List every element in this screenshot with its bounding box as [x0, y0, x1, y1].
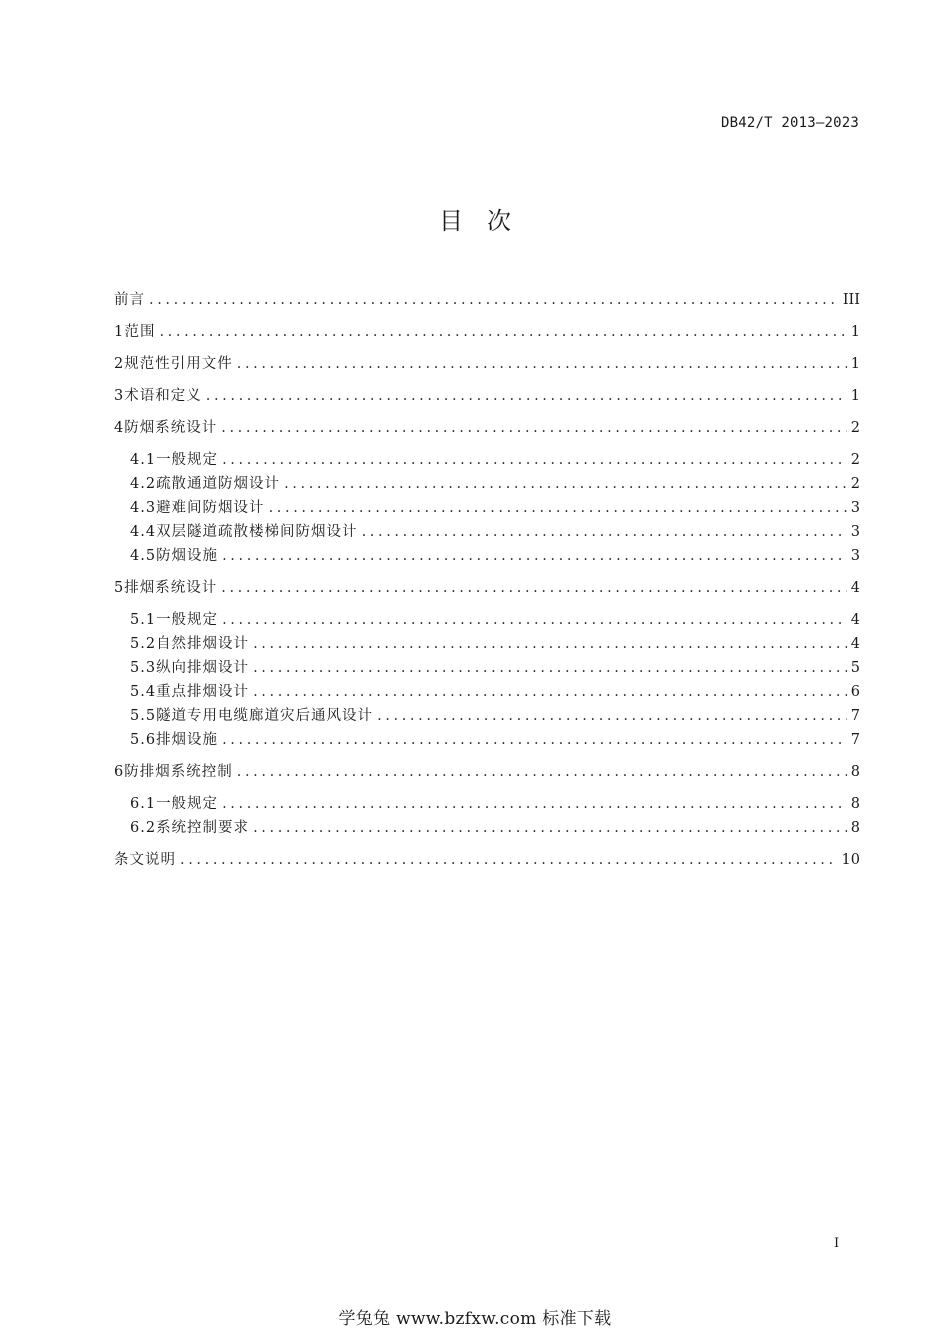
toc-dot-leader: [253, 816, 847, 840]
toc-entry-label: 排烟设施: [156, 732, 219, 748]
toc-entry-label: 一般规定: [156, 796, 219, 812]
toc-dot-leader: [237, 760, 847, 784]
toc-entry-number: 3: [114, 388, 125, 404]
toc-entry-page: 4: [850, 612, 860, 628]
toc-entry-page: 6: [850, 684, 860, 700]
toc-entry-number: 5: [114, 580, 125, 596]
toc-entry[interactable]: [114, 384, 860, 408]
toc-dot-leader: [377, 704, 847, 728]
toc-entry-page: 1: [850, 388, 860, 404]
toc-entry-page: 4: [850, 636, 860, 652]
toc-entry-page: 5: [850, 660, 860, 676]
toc-entry-page: III: [842, 292, 860, 308]
toc-dot-leader: [221, 576, 847, 600]
toc-entry-page: 8: [850, 764, 860, 780]
toc-entry[interactable]: [114, 576, 860, 600]
toc-entry-number: 4.3: [130, 500, 157, 516]
toc-entry-page: 7: [850, 708, 860, 724]
toc-entry-label: 前言: [114, 292, 145, 308]
toc-entry-number: 4.2: [130, 476, 157, 492]
toc-entry-number: 4.4: [130, 524, 157, 540]
footer-watermark[interactable]: 学兔兔 www.bzfxw.com 标准下载: [338, 1309, 612, 1329]
toc-dot-leader: [237, 352, 847, 376]
toc-entry[interactable]: [114, 472, 860, 496]
toc-entry[interactable]: [114, 608, 860, 632]
toc-entry-label: 条文说明: [114, 852, 176, 868]
toc-entry[interactable]: [114, 496, 860, 520]
toc-entry-label: 防烟设施: [156, 548, 219, 564]
toc-entry[interactable]: [114, 320, 860, 344]
toc-entry-page: 2: [850, 476, 860, 492]
toc-entry-number: 2: [114, 356, 125, 372]
toc-dot-leader: [269, 496, 847, 520]
toc-entry-label: 疏散通道防烟设计: [156, 476, 281, 492]
toc-entry-label: 规范性引用文件: [124, 356, 233, 372]
toc-entry[interactable]: [114, 760, 860, 784]
toc-entry-page: 3: [850, 548, 860, 564]
toc-dot-leader: [253, 680, 847, 704]
toc-entry-label: 双层隧道疏散楼梯间防烟设计: [156, 524, 358, 540]
toc-entry[interactable]: [114, 848, 860, 872]
toc-entry-label: 重点排烟设计: [156, 684, 250, 700]
toc-entry-page: 7: [850, 732, 860, 748]
toc-dot-leader: [253, 632, 847, 656]
toc-entry-label: 范围: [124, 324, 156, 340]
toc-entry[interactable]: [114, 544, 860, 568]
toc-entry-page: 1: [850, 324, 860, 340]
toc-entry-label: 防烟系统设计: [124, 420, 218, 436]
toc-dot-leader: [222, 544, 847, 568]
toc-dot-leader: [253, 656, 847, 680]
toc-entry-page: 1: [850, 356, 860, 372]
toc-entry-label: 避难间防烟设计: [156, 500, 265, 516]
toc-entry-number: 5.5: [130, 708, 157, 724]
toc-entry-number: 5.6: [130, 732, 157, 748]
toc-entry[interactable]: [114, 704, 860, 728]
toc-entry-page: 3: [850, 524, 860, 540]
toc-entry-number: 6.1: [130, 796, 157, 812]
toc-entry-label: 排烟系统设计: [124, 580, 218, 596]
toc-entry-number: 4: [114, 420, 125, 436]
toc-entry-number: 5.4: [130, 684, 157, 700]
toc-entry-page: 8: [850, 796, 860, 812]
toc-dot-leader: [362, 520, 847, 544]
page-number: I: [834, 1236, 840, 1251]
toc-entry-number: 5.1: [130, 612, 157, 628]
toc-entry[interactable]: [114, 792, 860, 816]
toc-entry-page: 2: [850, 452, 860, 468]
toc-entry-number: 4.1: [130, 452, 157, 468]
toc-dot-leader: [222, 608, 847, 632]
page-title: 目 次: [439, 207, 511, 235]
toc-dot-leader: [222, 448, 847, 472]
toc-entry-label: 一般规定: [156, 452, 219, 468]
toc-dot-leader: [159, 320, 846, 344]
toc-dot-leader: [221, 416, 847, 440]
toc-entry-number: 6.2: [130, 820, 157, 836]
toc-dot-leader: [222, 728, 847, 752]
toc-entry-number: 4.5: [130, 548, 157, 564]
toc-entry-number: 5.3: [130, 660, 157, 676]
toc-entry[interactable]: [114, 448, 860, 472]
toc-entry-label: 系统控制要求: [156, 820, 250, 836]
toc-entry[interactable]: [114, 520, 860, 544]
toc-entry[interactable]: [114, 288, 860, 312]
document-code: DB42/T 2013—2023: [720, 115, 859, 131]
toc-entry-page: 2: [850, 420, 860, 436]
toc-entry[interactable]: [114, 816, 860, 840]
toc-dot-leader: [222, 792, 847, 816]
toc-entry-number: 1: [114, 324, 125, 340]
toc-entry-number: 6: [114, 764, 125, 780]
toc-entry-label: 一般规定: [156, 612, 219, 628]
toc-entry-label: 防排烟系统控制: [124, 764, 233, 780]
toc-entry-label: 自然排烟设计: [156, 636, 250, 652]
toc-entry-label: 纵向排烟设计: [156, 660, 250, 676]
toc-entry-page: 10: [841, 852, 860, 868]
toc-entry-page: 3: [850, 500, 860, 516]
toc-dot-leader: [149, 288, 839, 312]
toc-entry-label: 术语和定义: [124, 388, 202, 404]
toc-entry[interactable]: [114, 632, 860, 656]
toc-entry[interactable]: [114, 656, 860, 680]
toc-dot-leader: [284, 472, 847, 496]
toc-dot-leader: [206, 384, 847, 408]
toc-dot-leader: [180, 848, 838, 872]
toc-entry[interactable]: [114, 728, 860, 752]
toc-entry[interactable]: [114, 680, 860, 704]
toc-entry-number: 5.2: [130, 636, 157, 652]
toc-entry[interactable]: [114, 352, 860, 376]
toc-entry[interactable]: [114, 416, 860, 440]
table-of-contents: [114, 288, 860, 872]
toc-entry-page: 8: [850, 820, 860, 836]
toc-entry-label: 隧道专用电缆廊道灾后通风设计: [156, 708, 374, 724]
toc-entry-page: 4: [850, 580, 860, 596]
